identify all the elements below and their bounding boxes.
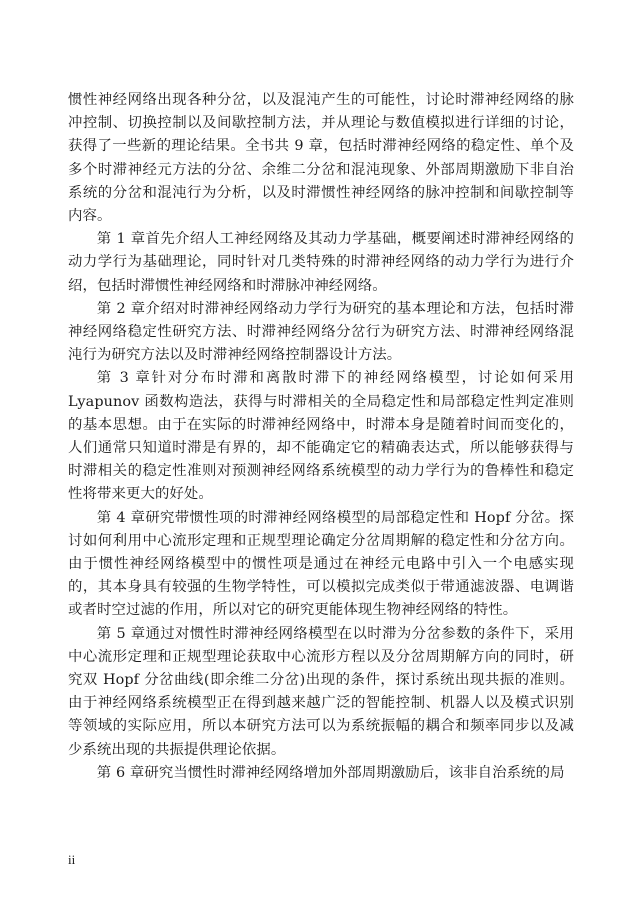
paragraph-chapter-3: 第 3 章针对分布时滞和离散时滞下的神经网络模型，讨论如何采用 Lyapunov 函数构造法，获得与时滞相关的全局稳定性和局部稳定性判定准则的基本思想。由于在实际的时滞神经网络中，时滞本身是随着时间而变化的，人们通常只知道时滞是有界的，却不能确定它的精确表达式，所以能够获得与时滞相关的稳定性准则对预测神经网络系统模型的动力学行为的鲁棒性和稳定性将带来更大的好处。	[68, 370, 574, 503]
page-number: ii	[68, 852, 76, 867]
document-body	[68, 89, 574, 785]
paragraph-chapter-6: 第 6 章研究当惯性时滞神经网络增加外部周期激励后，该非自治系统的局	[96, 764, 565, 781]
paragraph-chapter-5: 第 5 章通过对惯性时滞神经网络模型在以时滞为分岔参数的条件下，采用中心流形定理和正规型理论获取中心流形方程以及分岔周期解方向的同时，研究双 Hopf 分岔曲线(即余维二分岔)出现的条件，探讨系统出现共振的准则。由于神经网络系统模型正在得到越来越广泛的智能控制、机器人以及模式识别等领域的实际应用，所以本研究方法可以为系统振幅的耦合和频率同步以及减少系统出现的共振提供理论依据。	[68, 625, 574, 758]
paragraph-chapter-4: 第 4 章研究带惯性项的时滞神经网络模型的局部稳定性和 Hopf 分岔。探讨如何利用中心流形定理和正规型理论确定分岔周期解的稳定性和分岔方向。由于惯性神经网络模型中的惯性项是通过在神经元电路中引入一个电感实现的，其本身具有较强的生物学特性，可以模拟完成类似于带通滤波器、电调谐或者时空过滤的作用，所以对它的研究更能体现生物神经网络的特性。	[68, 509, 574, 619]
paragraph-chapter-1: 第 1 章首先介绍人工神经网络及其动力学基础，概要阐述时滞神经网络的动力学行为基础理论，同时针对几类特殊的时滞神经网络的动力学行为进行介绍，包括时滞惯性神经网络和时滞脉冲神经网络。	[68, 231, 574, 294]
paragraph-continuation: 惯性神经网络出现各种分岔，以及混沌产生的可能性，讨论时滞神经网络的脉冲控制、切换控制以及间歇控制方法，并从理论与数值模拟进行详细的讨论，获得了一些新的理论结果。全书共 9 章，包括时滞神经网络的稳定性、单个及多个时滞神经元方法的分岔、余维二分岔和混沌现象、外部周期激励下非自治系统的分岔和混沌行为分析，以及时滞惯性神经网络的脉冲控制和间歇控制等内容。	[68, 92, 574, 225]
paragraph-chapter-2: 第 2 章介绍对时滞神经网络动力学行为研究的基本理论和方法，包括时滞神经网络稳定性研究方法、时滞神经网络分岔行为研究方法、时滞神经网络混沌行为研究方法以及时滞神经网络控制器设计方法。	[68, 300, 574, 364]
